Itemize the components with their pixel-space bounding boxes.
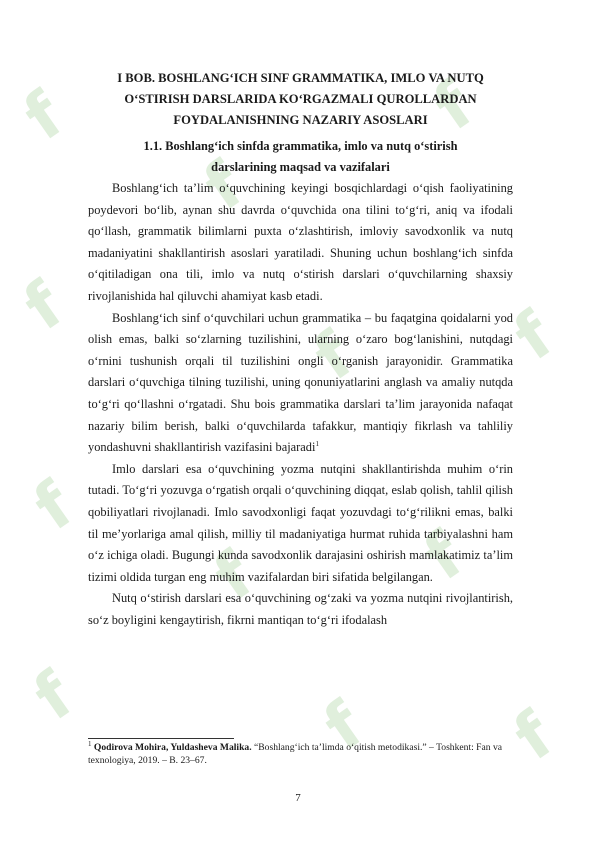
page-number: 7 <box>295 792 301 804</box>
paragraph-3: Imlo darslari esa o‘quvchining yozma nutqini shakllantirishda muhim o‘rin tutadi. To‘g‘ri yozuvga o‘rgatish orqali o‘quvchining diqqat, eslab qolish, tahlil qilish qobiliyatlari rivojlanadi. Imlo savodxonligi faqat yozuvdagi to‘g‘rilikni emas, balki til me’yorlariga amal qilish, milliy til madaniyatiga hurmat ruhida tarbiyalashni ham o‘z ichiga oladi. Bugungi kunda savodxonlik darajasini oshirish mamlakatimiz ta’lim tizimi oldida turgan eng muhim vazifalardan biri sifatida belgilangan. <box>88 461 513 584</box>
footnote-authors: Qodirova Mohira, Yuldasheva Malika. <box>93 742 252 753</box>
section-title: 1.1. Boshlang‘ich sinfda grammatika, imlo va nutq o‘stirish darslarining maqsad va vazifalari <box>143 139 458 174</box>
page-body <box>88 68 513 631</box>
footnote <box>88 741 513 767</box>
watermark-glyph: f <box>311 688 377 766</box>
footnote-text: “Boshlang‘ich ta’limda o‘qitish metodikasi.” – Toshkent: Fan va texnologiya, 2019. – B. 23–67. <box>88 742 503 766</box>
watermark-glyph: f <box>301 318 367 396</box>
watermark-glyph: f <box>201 538 267 616</box>
footnote-reference[interactable]: 1 <box>315 440 319 448</box>
watermark-glyph: f <box>21 658 87 736</box>
watermark-glyph: f <box>421 68 487 146</box>
watermark-glyph: f <box>21 468 87 546</box>
watermark-glyph: f <box>11 78 77 156</box>
footnote-divider <box>88 738 234 739</box>
watermark-glyph: f <box>501 298 567 376</box>
paragraph-1: Boshlang‘ich ta’lim o‘quvchining keyingi bosqichlardagi o‘qish faoliyatining poydevori bo‘lib, aynan shu davrda o‘quvchida ona tilini to‘g‘ri, aniq va ifodali qo‘llash, grammatik bilimlarni puxta o‘zlashtirish, imloviy savodxonlik va nutq madaniyatini shakllantirish asoslari yaratiladi. Shuning uchun boshlang‘ich sinfda o‘qitiladigan ona tili, imlo va nutq o‘stirish darslari o‘quvchilarning shaxsiy rivojlanishida hal qiluvchi ahamiyat kasb etadi. <box>88 181 513 303</box>
watermark-glyph: f <box>11 268 77 346</box>
chapter-title: I BOB. BOSHLANG‘ICH SINF GRAMMATIKA, IMLO VA NUTQ O‘STIRISH DARSLARIDA KO‘RGAZMALI QUROLLARDAN FOYDALANISHNING NAZARIY ASOSLARI <box>117 71 484 127</box>
footnote-marker: 1 <box>88 739 92 748</box>
paragraph-4: Nutq o‘stirish darslari esa o‘quvchining og‘zaki va yozma nutqini rivojlantirish, so‘z boyligini kengaytirish, fikrni mantiqan to‘g‘ri ifodalash <box>88 591 513 627</box>
watermark-glyph: f <box>501 698 567 776</box>
watermark-glyph: f <box>191 148 257 226</box>
paragraph-2 <box>88 308 513 459</box>
paragraph-2-text: Boshlang‘ich sinf o‘quvchilari uchun grammatika – bu faqatgina qoidalarni yod olish emas, balki so‘zlarning tuzilishini, ularning o‘zaro bog‘lanishini, nutqdagi o‘rnini tushunish orqali til tuzilishini ongli o‘rganish jarayonidir. Grammatika darslari o‘quvchiga tilning tuzilishi, uning qonuniyatlarini anglash va amaliy nutqda to‘g‘ri qo‘llashni o‘rgatadi. Shu bois grammatika darslari ta’lim jarayonida nafaqat nazariy bilim berish, balki o‘quvchilarda tafakkur, mantiqiy fikrlash va tahliliy yondashuvni shakllantirish vazifasini bajaradi <box>88 310 513 455</box>
watermark-glyph: f <box>411 518 477 596</box>
